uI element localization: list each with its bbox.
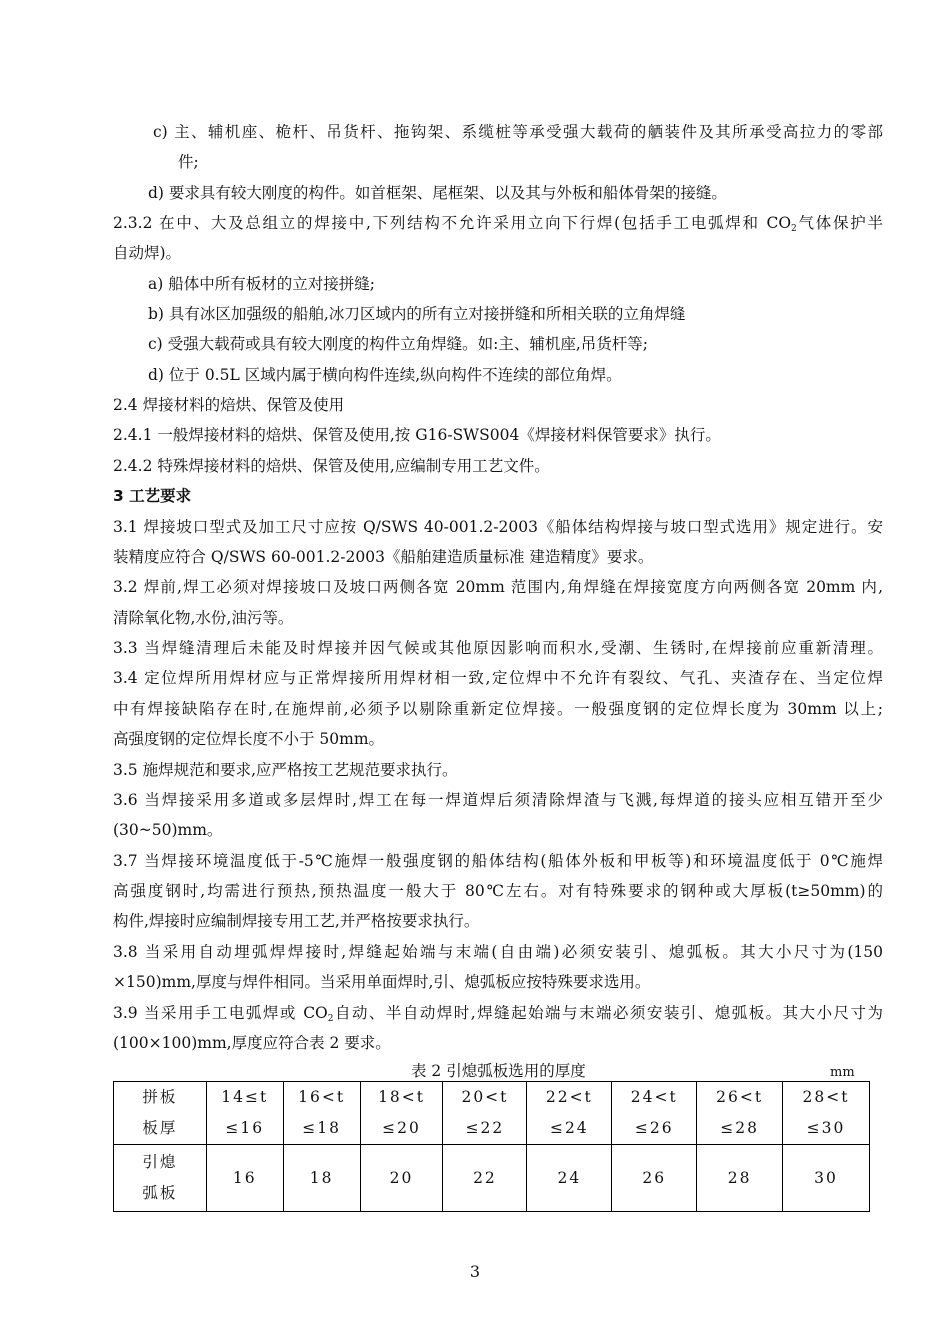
section-3-9-line1 xyxy=(113,1003,883,1029)
section-3-1-line2: 装精度应符合 Q/SWS 60-001.2-2003《船舶建造质量标准 建造精度》要求。 xyxy=(113,548,654,566)
item-d2: d) 位于 0.5L 区域内属于横向构件连续,纵向构件不连续的部位角焊。 xyxy=(148,366,622,384)
section-3-4-line1: 3.4 定位焊所用焊材应与正常焊接所用焊材相一致,定位焊中不允许有裂纹、气孔、夹渣存在、当定位焊 xyxy=(113,669,883,687)
table-unit: mm xyxy=(830,1065,855,1080)
value-cell: 20 xyxy=(360,1145,443,1212)
item-a2: a) 船体中所有板材的立对接拼缝; xyxy=(148,275,375,293)
section-2-3-2-line1 xyxy=(113,213,883,239)
heading-3: 3 工艺要求 xyxy=(113,487,192,505)
range-cell: 22<t ≤24 xyxy=(527,1082,612,1145)
table-row-arc-plate xyxy=(114,1145,870,1212)
page-number: 3 xyxy=(469,1262,481,1281)
value-cell: 24 xyxy=(527,1145,612,1212)
co2-subscript: 2 xyxy=(327,1014,334,1024)
section-3-4-line3: 高强度钢的定位焊长度不小于 50mm。 xyxy=(113,730,385,748)
section-3-4-line2: 中有焊接缺陷存在时,在施焊前,必须予以剔除重新定位焊接。一般强度钢的定位焊长度为 30mm 以上; xyxy=(113,700,883,718)
section-3-6-line2: (30~50)mm。 xyxy=(113,821,223,839)
section-2-4-2: 2.4.2 特殊焊接材料的焙烘、保管及使用,应编制专用工艺文件。 xyxy=(113,457,550,475)
range-cell: 18<t ≤20 xyxy=(360,1082,443,1145)
section-3-8-line2: ×150)mm,厚度与焊件相同。当采用单面焊时,引、熄弧板应按特殊要求选用。 xyxy=(113,973,651,991)
section-3-2-line2: 清除氧化物,水份,油污等。 xyxy=(113,609,294,627)
table-row-thickness xyxy=(114,1082,870,1145)
section-3-3: 3.3 当焊缝清理后未能及时焊接并因气候或其他原因影响而积水,受潮、生锈时,在焊接前应重新清理。 xyxy=(113,639,883,657)
section-3-6-line1: 3.6 当焊接采用多道或多层焊时,焊工在每一焊道焊后须清除焊渣与飞溅,每焊道的接头应相互错开至少 xyxy=(113,791,883,809)
range-cell: 20<t ≤22 xyxy=(443,1082,527,1145)
item-b2: b) 具有冰区加强级的船舶,冰刀区域内的所有立对接拼缝和所相关联的立角焊缝 xyxy=(148,305,686,323)
section-3-7-line2: 高强度钢时,均需进行预热,预热温度一般大于 80℃左右。对有特殊要求的钢种或大厚板(t≥50mm)的 xyxy=(113,882,883,900)
value-cell: 28 xyxy=(697,1145,783,1212)
s232-text-b: 气体保护半 xyxy=(796,214,883,232)
section-3-7-line3: 构件,焊接时应编制焊接专用工艺,并严格按要求执行。 xyxy=(113,912,480,930)
range-cell: 16<t ≤18 xyxy=(283,1082,360,1145)
section-3-8-line1: 3.8 当采用自动埋弧焊焊接时,焊缝起始端与末端(自由端)必须安装引、熄弧板。其大小尺寸为(150 xyxy=(113,943,883,961)
range-cell: 26<t ≤28 xyxy=(697,1082,783,1145)
section-2-4: 2.4 焊接材料的焙烘、保管及使用 xyxy=(113,396,345,414)
section-3-5: 3.5 施焊规范和要求,应严格按工艺规范要求执行。 xyxy=(113,761,458,779)
s39-text-b: 自动、半自动焊时,焊缝起始端与末端必须安装引、熄弧板。其大小尺寸为 xyxy=(333,1004,883,1022)
range-cell: 24<t ≤26 xyxy=(612,1082,697,1145)
section-3-9-line2: (100×100)mm,厚度应符合表 2 要求。 xyxy=(113,1034,391,1052)
co2-subscript: 2 xyxy=(791,224,797,234)
value-cell: 18 xyxy=(283,1145,360,1212)
value-cell: 26 xyxy=(612,1145,697,1212)
range-cell: 14≤t ≤16 xyxy=(206,1082,283,1145)
value-cell: 30 xyxy=(783,1145,870,1212)
s39-text-a: 3.9 当采用手工电弧焊或 CO xyxy=(113,1004,328,1022)
row-header-cell: 引熄 弧板 xyxy=(114,1145,207,1212)
section-3-1-line1: 3.1 焊接坡口型式及加工尺寸应按 Q/SWS 40-001.2-2003《船体结构焊接与坡口型式选用》规定进行。安 xyxy=(113,518,883,536)
s232-text-a: 2.3.2 在中、大及总组立的焊接中,下列结构不允许采用立向下行焊(包括手工电弧焊和 CO xyxy=(113,214,792,232)
item-c2: c) 受强大载荷或具有较大刚度的构件立角焊缝。如:主、辅机座,吊货杆等; xyxy=(148,335,649,353)
section-2-3-2-line2: 自动焊)。 xyxy=(113,244,182,262)
item-c-line1: c) 主、辅机座、桅杆、吊货杆、拖钩架、系缆桩等承受强大载荷的舾装件及其所承受高拉力的零部 xyxy=(153,123,883,141)
range-cell: 28<t ≤30 xyxy=(783,1082,870,1145)
value-cell: 16 xyxy=(206,1145,283,1212)
row-header-cell: 拼板 板厚 xyxy=(114,1082,207,1145)
section-3-2-line1: 3.2 焊前,焊工必须对焊接坡口及坡口两侧各宽 20mm 范围内,角焊缝在焊接宽度方向两侧各宽 20mm 内, xyxy=(113,578,883,596)
item-c-line2: 件; xyxy=(178,153,199,171)
section-2-4-1: 2.4.1 一般焊接材料的焙烘、保管及使用,按 G16-SWS004《焊接材料保管要求》执行。 xyxy=(113,426,721,444)
item-d: d) 要求具有较大刚度的构件。如首框架、尾框架、以及其与外板和船体骨架的接缝。 xyxy=(148,184,727,202)
table-2 xyxy=(113,1081,870,1212)
table-caption: 表 2 引熄弧板选用的厚度 xyxy=(411,1062,586,1080)
section-3-7-line1: 3.7 当焊接环境温度低于-5℃施焊一般强度钢的船体结构(船体外板和甲板等)和环境温度低于 0℃施焊 xyxy=(113,852,883,870)
value-cell: 22 xyxy=(443,1145,527,1212)
